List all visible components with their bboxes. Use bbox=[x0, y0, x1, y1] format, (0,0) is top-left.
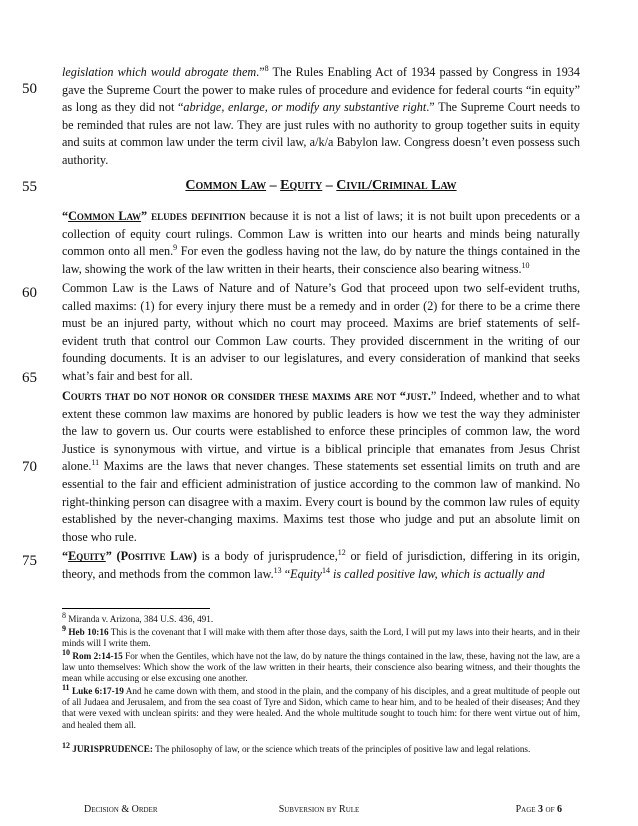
quote-italic: is called positive law, which is actually and bbox=[329, 566, 545, 581]
footnote-ref-11[interactable]: 11 bbox=[91, 458, 100, 468]
text-span: Maxims are the laws that never changes. These statements set essential limits on truth and are essential to the fair and efficient administration of justice according to the common law of mankind. No right-thinking person can disagree with a maxim. Every court is bound by the common law rules of equity established by the never-changing maxims. Maxims test those who judge and put an absolute limit on those who rule. bbox=[62, 459, 580, 544]
text-span: ” Indeed, whether and to what extent these common law maxims are honored by public leaders is how we test the way they administer the law to govern us. Our courts were established to enforce these principles of common law, the word Justice is synonymous with virtue, and virtue is a biblical principle that emanates from Jesus Christ alone. bbox=[62, 389, 580, 474]
heading-civil-criminal-law: Civil/Criminal Law bbox=[336, 178, 457, 193]
text-span: The Rules Enabling Act of 1934 passed by Congress in 1934 gave the Supreme Court the power to make rules of procedure and evidence for federal courts “in equity” as long as they did not “ bbox=[62, 65, 580, 115]
footnote-ref-12[interactable]: 12 bbox=[337, 547, 346, 557]
quote-italic: legislation which would abrogate them bbox=[62, 65, 257, 79]
text-span: because it is not a list of laws; it is not built upon precedents or a collection of equity court rulings. Common Law is written into our hearts and minds being naturally common onto all men. bbox=[62, 209, 580, 259]
paragraph-laws-of-nature: Common Law is the Laws of Nature and of Nature’s God that proceed upon two self-evident truths, called maxims: (1) for every injury there must be a remedy and in order (2) for there to be a crime there must be an injured party, without which no court may proceed. Maxims are brief statements of self-evident truth that control our Common Law courts. They provided discernment in the writing of our founding documents. It is an adviser to our legislatures, and every consideration of mankind that seeks what’s fair and best for all. bbox=[62, 281, 580, 383]
footnote-9 bbox=[62, 623, 580, 649]
page-of-label: of bbox=[543, 804, 557, 815]
footnote-11 bbox=[62, 682, 580, 731]
text-span: For even the godless having not the law, do by nature the things contained in the law, showing the work of the law written in their hearts, their conscience also bearing witness. bbox=[62, 244, 580, 276]
heading-common-law: Common Law bbox=[185, 178, 267, 193]
quote-italic: abridge, enlarge, or modify any substantive right bbox=[183, 100, 427, 115]
footnote-ref-9[interactable]: 9 bbox=[173, 243, 178, 253]
footnote-text: And he came down with them, and stood in the plain, and the company of his disciples, and a great multitude of people out of all Judaea and Jerusalem, and from the sea coast of Tyre and Sidon, which came to hear him, and to be healed of their diseases; And they that were vexed with unclean spirits: and they were healed. And the whole multitude sought to touch him: for there went virtue out of him, and healed them all. bbox=[62, 686, 580, 730]
lead-courts-not-just: Courts that do not honor or consider these maxims are not “just. bbox=[62, 389, 431, 403]
equity-italic: Equity bbox=[290, 566, 322, 581]
footnote-number: 12 bbox=[62, 740, 70, 750]
lead-eludes-definition: ” eludes definition bbox=[141, 209, 246, 223]
line-number-55: 55 bbox=[22, 179, 37, 195]
heading-equity: Equity bbox=[280, 178, 323, 193]
text-span: or field of jurisdiction, differing in its origin, theory, and methods from the common law. bbox=[62, 549, 580, 581]
footer-left: Decision & Order bbox=[84, 804, 158, 815]
footnote-ref-8[interactable]: 8 bbox=[264, 63, 269, 73]
definition-term: JURISPRUDENCE: bbox=[70, 744, 153, 754]
page-label: Page bbox=[515, 804, 539, 815]
footnote-divider bbox=[62, 608, 210, 609]
footnote-number: 8 bbox=[62, 610, 66, 620]
open-quote: “ bbox=[62, 209, 69, 223]
text-span: .” bbox=[256, 65, 265, 79]
footer-page-number bbox=[516, 804, 562, 815]
open-quote: “ bbox=[62, 549, 69, 563]
heading-separator: – bbox=[266, 178, 281, 193]
text-span: “ bbox=[281, 566, 291, 581]
line-number-65: 65 bbox=[22, 370, 37, 386]
current-page: 3 bbox=[538, 804, 544, 815]
footnote-ref-10[interactable]: 10 bbox=[521, 260, 530, 270]
footer-center: Subversion by Rule bbox=[278, 804, 360, 815]
footnote-ref-13[interactable]: 13 bbox=[273, 565, 282, 575]
text-span: is a body of jurisprudence, bbox=[196, 549, 338, 563]
footnote-text: This is the covenant that I will make with them after those days, saith the Lord, I will put my laws into their hearts, and in their minds will I write them. bbox=[62, 627, 580, 649]
footnote-number: 9 bbox=[62, 623, 66, 633]
footnote-text: The philosophy of law, or the science which treats of the principles of positive law and legal relations. bbox=[152, 744, 531, 754]
paragraph-equity-positive-law bbox=[62, 548, 580, 583]
lead-positive-law: ” (Positive Law) bbox=[105, 549, 197, 563]
footnote-10 bbox=[62, 647, 580, 685]
scripture-reference: Luke 6:17-19 bbox=[69, 686, 124, 696]
total-pages: 6 bbox=[557, 804, 562, 815]
footnote-8 bbox=[62, 610, 580, 625]
text-span: .” The Supreme Court needs to be reminded that rules are not law. They are just rules with no authority to group together suits in equity and suits at common law under the term civil law, a/k/a Babylon law. Congress doesn’t even possess such authority. bbox=[62, 100, 580, 167]
lead-common-law: Common Law bbox=[68, 209, 142, 223]
paragraph-rules-enabling-act bbox=[62, 64, 580, 170]
heading-separator: – bbox=[322, 178, 337, 193]
line-number-75: 75 bbox=[22, 553, 37, 569]
scripture-reference: Heb 10:16 bbox=[66, 627, 109, 637]
paragraph-common-law-definition bbox=[62, 208, 580, 278]
footnote-12 bbox=[62, 740, 580, 755]
footnote-ref-14[interactable]: 14 bbox=[321, 565, 330, 575]
footnote-number: 10 bbox=[62, 647, 70, 657]
paragraph-courts-maxims bbox=[62, 388, 580, 546]
footnote-text: For when the Gentiles, which have not the law, do by nature the things contained in the law, these, having not the law, are a law unto themselves: Which show the work of the law written in their hearts, their conscience also bearing witness, and their thoughts the mean while accusing or else excusing one another. bbox=[62, 651, 580, 684]
lead-equity: Equity bbox=[68, 549, 106, 563]
footnote-text: Miranda v. Arizona, 384 U.S. 436, 491. bbox=[66, 614, 214, 624]
scripture-reference: Rom 2:14-15 bbox=[70, 651, 123, 661]
footnote-number: 11 bbox=[62, 682, 70, 692]
line-number-60: 60 bbox=[22, 285, 37, 301]
line-number-50: 50 bbox=[22, 81, 37, 97]
section-heading bbox=[60, 178, 582, 194]
line-number-70: 70 bbox=[22, 459, 37, 475]
